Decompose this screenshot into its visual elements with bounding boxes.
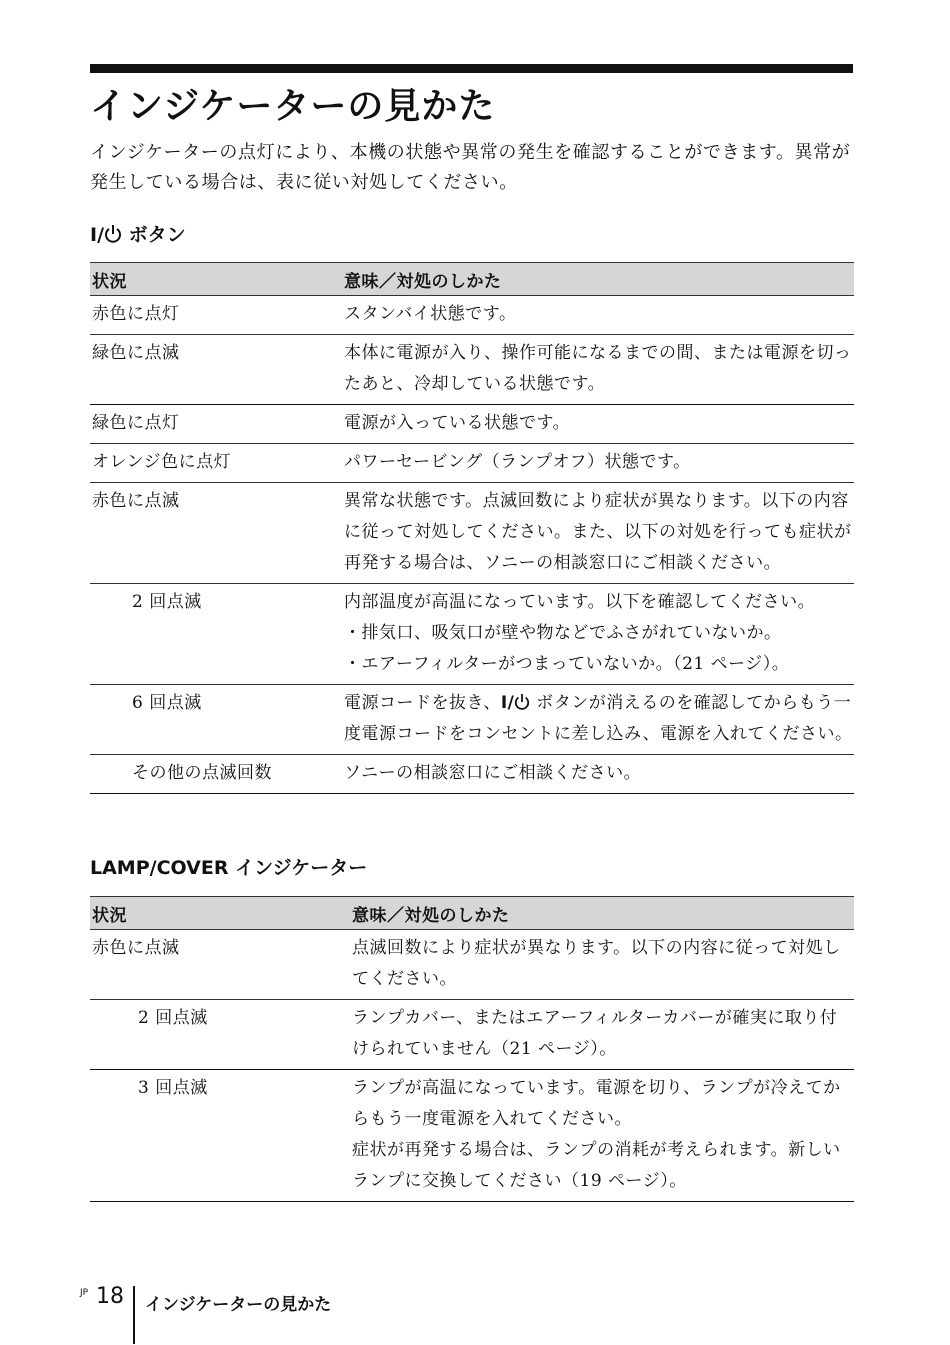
meaning-line: 内部温度が高温になっています。以下を確認してください。: [344, 592, 816, 612]
power-icon: [514, 693, 530, 711]
power-indicator-table: [90, 262, 854, 794]
meaning-cell: [342, 584, 854, 685]
footer-section-label: インジケーターの見かた: [145, 1295, 332, 1315]
footer-language: JP: [80, 1288, 89, 1298]
meaning-cell: ランプカバー、またはエアーフィルターカバーが確実に取り付けられていません（21 ページ）。: [350, 1000, 854, 1070]
power-button-label: I/: [500, 693, 515, 713]
intro-paragraph: インジケーターの点灯により、本機の状態や異常の発生を確認することができます。異常が発生している場合は、表に従い対処してください。: [90, 142, 851, 193]
column-header-status: 状況: [90, 263, 342, 296]
status-cell: その他の点滅回数: [90, 755, 342, 794]
status-cell: 緑色に点滅: [90, 335, 342, 405]
meaning-cell: ソニーの相談窓口にご相談ください。: [342, 755, 854, 794]
table-row: [90, 1070, 854, 1202]
status-cell: 6 回点滅: [90, 685, 342, 755]
status-cell: 赤色に点灯: [90, 296, 342, 335]
section-heading-lamp-cover: LAMP/COVER インジケーター: [90, 857, 368, 879]
column-header-status: 状況: [90, 897, 350, 930]
meaning-cell: [350, 1070, 854, 1202]
column-header-meaning: 意味／対処のしかた: [342, 263, 854, 296]
title-rule: [90, 64, 853, 73]
table-row: [90, 930, 854, 1000]
heading-suffix: ボタン: [122, 224, 186, 246]
status-cell: 3 回点滅: [90, 1070, 350, 1202]
meaning-line: ・排気口、吸気口が壁や物などでふさがれていないか。: [344, 623, 782, 643]
status-cell: 緑色に点灯: [90, 405, 342, 444]
table-row: [90, 685, 854, 755]
meaning-cell: パワーセービング（ランプオフ）状態です。: [342, 444, 854, 483]
table-row: [90, 584, 854, 685]
lamp-cover-indicator-table: [90, 896, 854, 1202]
meaning-line: 症状が再発する場合は、ランプの消耗が考えられます。新しいランプに交換してください（19 ページ）。: [352, 1140, 841, 1191]
meaning-cell: 本体に電源が入り、操作可能になるまでの間、または電源を切ったあと、冷却している状態です。: [342, 335, 854, 405]
column-header-meaning: 意味／対処のしかた: [350, 897, 854, 930]
meaning-cell: スタンバイ状態です。: [342, 296, 854, 335]
table-row: [90, 483, 854, 584]
table-row: [90, 755, 854, 794]
meaning-cell: 電源が入っている状態です。: [342, 405, 854, 444]
table-row: [90, 1000, 854, 1070]
status-cell: 2 回点滅: [90, 1000, 350, 1070]
status-cell: 赤色に点滅: [90, 483, 342, 584]
meaning-line: ・エアーフィルターがつまっていないか。（21 ページ）。: [344, 654, 790, 674]
meaning-cell: 点滅回数により症状が異なります。以下の内容に従って対処してください。: [350, 930, 854, 1000]
page-number: 18: [96, 1284, 124, 1309]
power-icon: [104, 224, 122, 244]
meaning-cell: 異常な状態です。点滅回数により症状が異なります。以下の内容に従って対処してください。また、以下の対処を行っても症状が再発する場合は、ソニーの相談窓口にご相談ください。: [342, 483, 854, 584]
footer-divider: [133, 1286, 135, 1344]
page-title: インジケーターの見かた: [90, 86, 496, 127]
status-cell: 赤色に点滅: [90, 930, 350, 1000]
meaning-suffix: ボタンが消えるのを確認してからもう一度電源コードをコンセントに差し込み、電源を入れてください。: [344, 693, 853, 744]
meaning-prefix: 電源コードを抜き、: [344, 693, 501, 713]
table-row: [90, 296, 854, 335]
meaning-line: ランプが高温になっています。電源を切り、ランプが冷えてからもう一度電源を入れてください。: [352, 1078, 841, 1129]
status-cell: オレンジ色に点灯: [90, 444, 342, 483]
status-cell: 2 回点滅: [90, 584, 342, 685]
table-row: [90, 444, 854, 483]
section-heading-power: [90, 220, 186, 247]
table-row: [90, 405, 854, 444]
heading-prefix: I/: [90, 224, 105, 246]
table-row: [90, 335, 854, 405]
meaning-cell: [342, 685, 854, 755]
